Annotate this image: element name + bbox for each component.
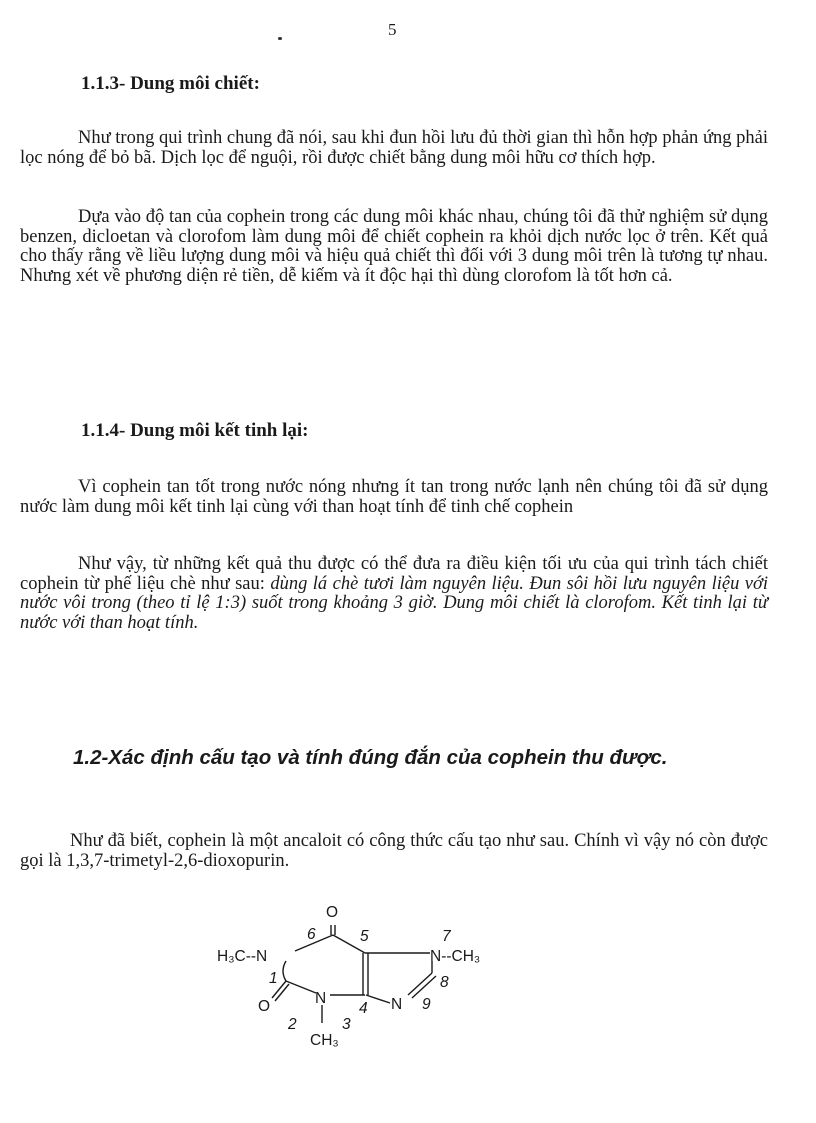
atom-o-left: O bbox=[258, 998, 271, 1015]
bond-n1-c2 bbox=[283, 961, 286, 981]
bond-c8-n9-a bbox=[408, 973, 432, 995]
paragraph-1-1-4-a: Vì cophein tan tốt trong nước nóng nhưng ít tan trong nước lạnh nên chúng tôi đã sử dụng nước làm dung môi kết tinh lại cùng với than hoạt tính để tinh chế cophein bbox=[20, 477, 768, 517]
bond-c8-n9-b bbox=[412, 976, 436, 998]
scan-speck bbox=[278, 37, 282, 40]
paragraph-1-1-4-b bbox=[20, 555, 768, 633]
atom-n3: N bbox=[315, 990, 327, 1007]
position-8: 8 bbox=[440, 974, 449, 991]
paragraph-1-1-4-b-conclusion: dùng lá chè tươi làm nguyên liệu. Đun sôi hồi lưu nguyên liệu với nước vôi trong (theo tỉ lệ 1:3) suốt trong khoảng 3 giờ. Dung môi chiết là clorofom. Kết tinh lại từ nước với than hoạt tính. bbox=[20, 573, 768, 633]
bond-c2-n3 bbox=[286, 981, 316, 993]
position-6: 6 bbox=[307, 926, 316, 943]
position-1: 1 bbox=[269, 970, 278, 987]
paragraph-1-2: Như đã biết, cophein là một ancaloit có công thức cấu tạo như sau. Chính vì vậy nó còn được gọi là 1,3,7-trimetyl-2,6-dioxopurin. bbox=[20, 831, 768, 871]
heading-1-2: 1.2-Xác định cấu tạo và tính đúng đắn của cophein thu được. bbox=[73, 746, 668, 769]
position-4: 4 bbox=[359, 1000, 368, 1017]
atom-ch3-bottom: CH₃ bbox=[310, 1032, 339, 1049]
position-2: 2 bbox=[288, 1016, 297, 1033]
atom-o-top: O bbox=[326, 904, 339, 921]
atom-n1-group: H₃C--N bbox=[217, 948, 268, 965]
paragraph-1-1-3-a: Như trong qui trình chung đã nói, sau khi đun hồi lưu đủ thời gian thì hỗn hợp phản ứng phải lọc nóng để bỏ bã. Dịch lọc để nguội, rồi được chiết bằng dung môi hữu cơ thích hợp. bbox=[20, 128, 768, 168]
atom-n9: N bbox=[391, 996, 403, 1013]
heading-1-1-4: 1.1.4- Dung môi kết tinh lại: bbox=[81, 420, 309, 441]
caffeine-structure bbox=[200, 895, 520, 1065]
position-9: 9 bbox=[422, 996, 431, 1013]
paragraph-1-1-3-b: Dựa vào độ tan của cophein trong các dung môi khác nhau, chúng tôi đã thử nghiệm sử dụng benzen, dicloetan và clorofom làm dung môi để chiết cophein ra khỏi dịch nước lọc ở trên. Kết quả cho thấy rằng về liều lượng dung môi và hiệu quả chiết thì đối với 3 dung môi trên là tương tự nhau. Nhưng xét về phương diện rẻ tiền, dễ kiếm và ít độc hại thì dùng clorofom là tốt hơn cả. bbox=[20, 207, 768, 286]
paragraph-1-1-4-b-plain: Như vậy, từ những kết quả thu được có thể đưa ra điều kiện tối ưu của qui trình tách chiết cophein từ phế liệu chè như sau: bbox=[20, 554, 768, 594]
position-7: 7 bbox=[442, 928, 451, 945]
bond-c4-n9 bbox=[366, 995, 390, 1003]
page-number: 5 bbox=[388, 20, 397, 39]
position-5: 5 bbox=[360, 928, 369, 945]
position-3: 3 bbox=[342, 1016, 351, 1033]
atom-n7-group: N--CH₃ bbox=[430, 948, 481, 965]
heading-1-1-3: 1.1.3- Dung môi chiết: bbox=[81, 73, 260, 94]
